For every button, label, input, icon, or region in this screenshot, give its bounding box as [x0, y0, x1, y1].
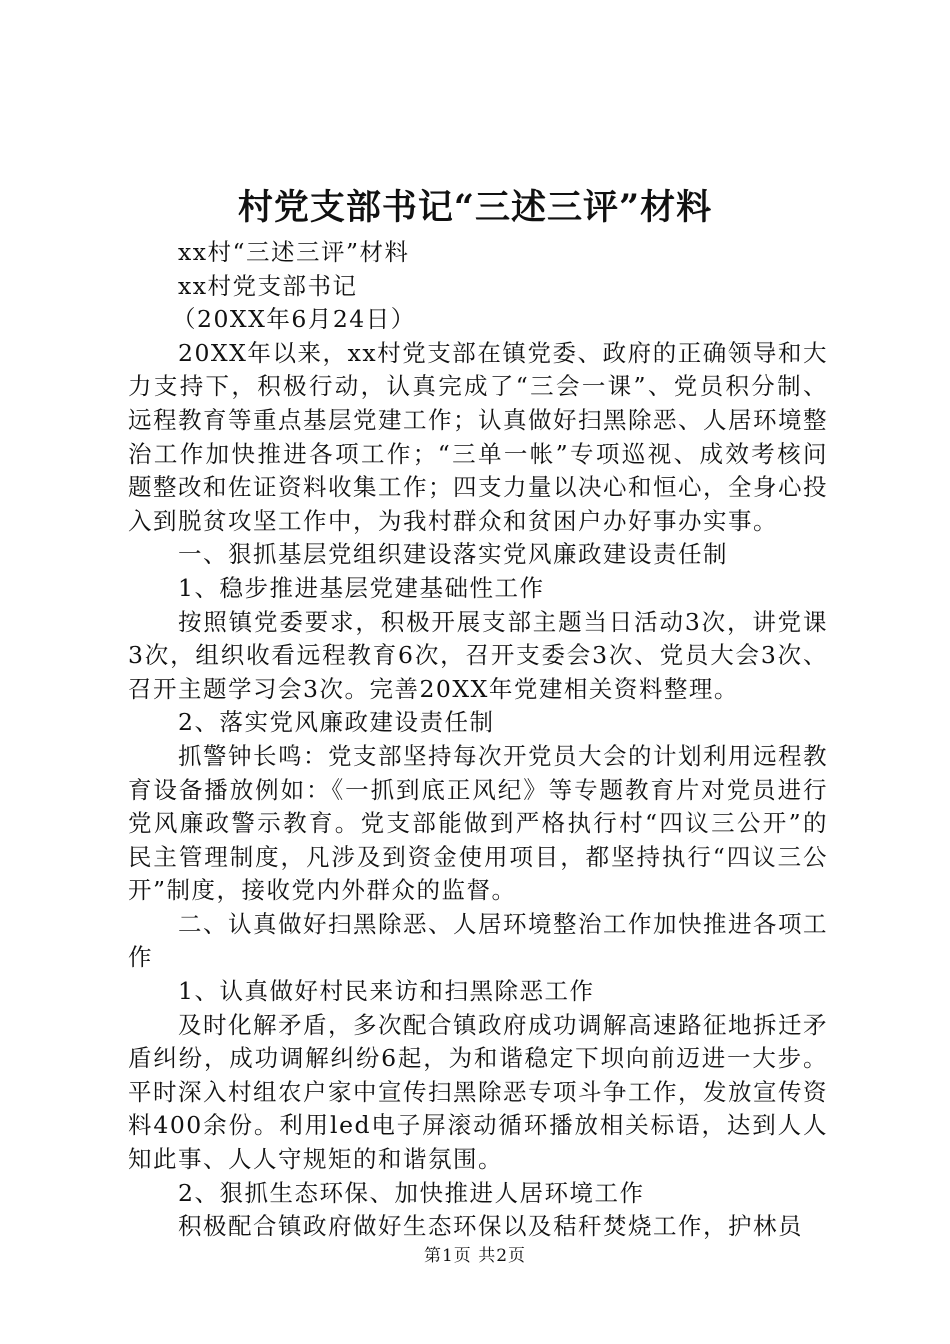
page-footer: 第1页 共2页 [423, 1246, 527, 1266]
subsection-heading-1-1: 1、稳步推进基层党建基础性工作 [178, 573, 545, 602]
document-title: 村党支部书记“三述三评”材料 [237, 187, 713, 228]
paragraph-1-2: 抓警钟长鸣：党支部坚持每次开党员大会的计划利用远程教育设备播放例如：《一抓到底正风纪》等专题教育片对党员进行党风廉政警示教育。党支部能做到严格执行村“四议三公开”的民主管理制度，凡涉及到资金使用项目，都坚持执行“四议三公开”制度，接收党内外群众的监督。 [128, 741, 828, 905]
subsection-heading-1-2: 2、落实党风廉政建设责任制 [178, 708, 495, 737]
subtitle-author: xx村党支部书记 [178, 271, 358, 300]
document-date: （20XX年6月24日） [172, 305, 416, 334]
subtitle-material: xx村“三述三评”材料 [178, 238, 410, 266]
subsection-heading-2-1: 1、认真做好村民来访和扫黑除恶工作 [178, 977, 595, 1006]
paragraph-2-1: 及时化解矛盾，多次配合镇政府成功调解高速路征地拆迁矛盾纠纷，成功调解纠纷6起，为和谐稳定下坝向前迈进一大步。平时深入村组农户家中宣传扫黑除恶专项斗争工作，发放宣传资料400余份。利用led电子屏滚动循环播放相关标语，达到人人知此事、人人守规矩的和谐氛围。 [128, 1010, 828, 1174]
paragraph-intro: 20XX年以来，xx村党支部在镇党委、政府的正确领导和大力支持下，积极行动，认真完成了“三会一课”、党员积分制、远程教育等重点基层党建工作；认真做好扫黑除恶、人居环境整治工作加快推进各项工作；“三单一帐”专项巡视、成效考核问题整改和佐证资料收集工作；四支力量以决心和恒心，全身心投入到脱贫攻坚工作中，为我村群众和贫困户办好事办实事。 [128, 338, 828, 535]
section-heading-1: 一、狠抓基层党组织建设落实党风廉政建设责任制 [178, 540, 728, 569]
paragraph-2-2: 积极配合镇政府做好生态环保以及秸秆焚烧工作，护林员 [178, 1212, 803, 1241]
subsection-heading-2-2: 2、狠抓生态环保、加快推进人居环境工作 [178, 1178, 645, 1207]
paragraph-1-1: 按照镇党委要求，积极开展支部主题当日活动3次，讲党课3次，组织收看远程教育6次，召开支委会3次、党员大会3次、召开主题学习会3次。完善20XX年党建相关资料整理。 [128, 607, 828, 703]
document-body [128, 236, 828, 1244]
section-heading-2: 二、认真做好扫黑除恶、人居环境整治工作加快推进各项工作 [128, 909, 828, 972]
